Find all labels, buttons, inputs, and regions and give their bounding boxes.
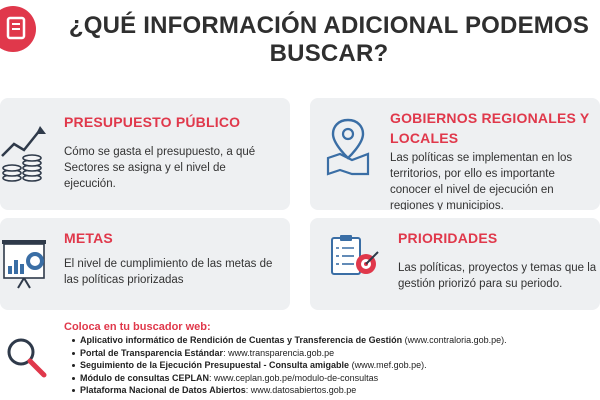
checklist-target-icon — [328, 232, 382, 291]
card-gobiernos — [310, 98, 600, 210]
resource-item — [72, 359, 507, 372]
card-title: PRESUPUESTO PÚBLICO — [64, 114, 241, 130]
card-text: El nivel de cumplimiento de las metas de las políticas priorizadas — [64, 258, 273, 286]
resource-item — [72, 384, 507, 397]
resource-name: Portal de Transparencia Estándar — [80, 347, 224, 358]
card-title: PRIORIDADES — [398, 230, 498, 246]
card-prioridades — [310, 218, 600, 310]
resource-item — [72, 334, 507, 347]
card-presupuesto — [0, 98, 290, 210]
resource-list — [72, 334, 507, 397]
resource-name: Plataforma Nacional de Datos Abiertos — [80, 385, 246, 396]
coins-growth-icon — [0, 126, 52, 191]
resource-item — [72, 347, 507, 360]
card-title: METAS — [64, 230, 113, 246]
magnifier-icon — [4, 334, 50, 385]
resource-item — [72, 372, 507, 385]
presentation-chart-icon — [0, 236, 50, 295]
card-title — [390, 108, 595, 148]
resource-url: : www.datosabiertos.gob.pe — [245, 385, 357, 396]
resource-url: : www.transparencia.gob.pe — [223, 347, 335, 358]
resource-url: (www.contraloria.gob.pe). — [402, 335, 507, 345]
title-line-1: ¿QUÉ INFORMACIÓN ADICIONAL PODEMOS — [68, 12, 590, 39]
resource-name: Aplicativo informático de Rendición de Cuentas y Transferencia de Gestión — [80, 335, 403, 345]
footer-heading: Coloca en tu buscador web: — [64, 321, 211, 333]
card-text: Las políticas, proyectos y temas que la gestión priorizó para su periodo. — [398, 262, 597, 290]
card-text: Las políticas se implementan en los territorios, por ello es importante conocer el nivel de ejecución en regiones y municipios. — [390, 152, 573, 210]
map-pin-icon — [324, 118, 372, 181]
card-title-line-1: GOBIERNOS REGIONALES Y — [390, 110, 590, 126]
document-badge-icon — [0, 6, 36, 52]
resource-url: (www.mef.gob.pe). — [349, 360, 427, 371]
card-text: Cómo se gasta el presupuesto, a qué Sectores se asigna y el nivel de ejecución. — [64, 146, 256, 190]
resource-name: Seguimiento de la Ejecución Presupuestal - Consulta amigable — [80, 360, 350, 371]
page-title — [58, 12, 600, 68]
resource-name: Módulo de consultas CEPLAN — [80, 372, 210, 383]
card-title-line-2: LOCALES — [390, 130, 459, 146]
resource-url: : www.ceplan.gob.pe/modulo-de-consultas — [209, 372, 379, 383]
card-metas — [0, 218, 290, 310]
title-line-2: BUSCAR? — [269, 40, 389, 67]
